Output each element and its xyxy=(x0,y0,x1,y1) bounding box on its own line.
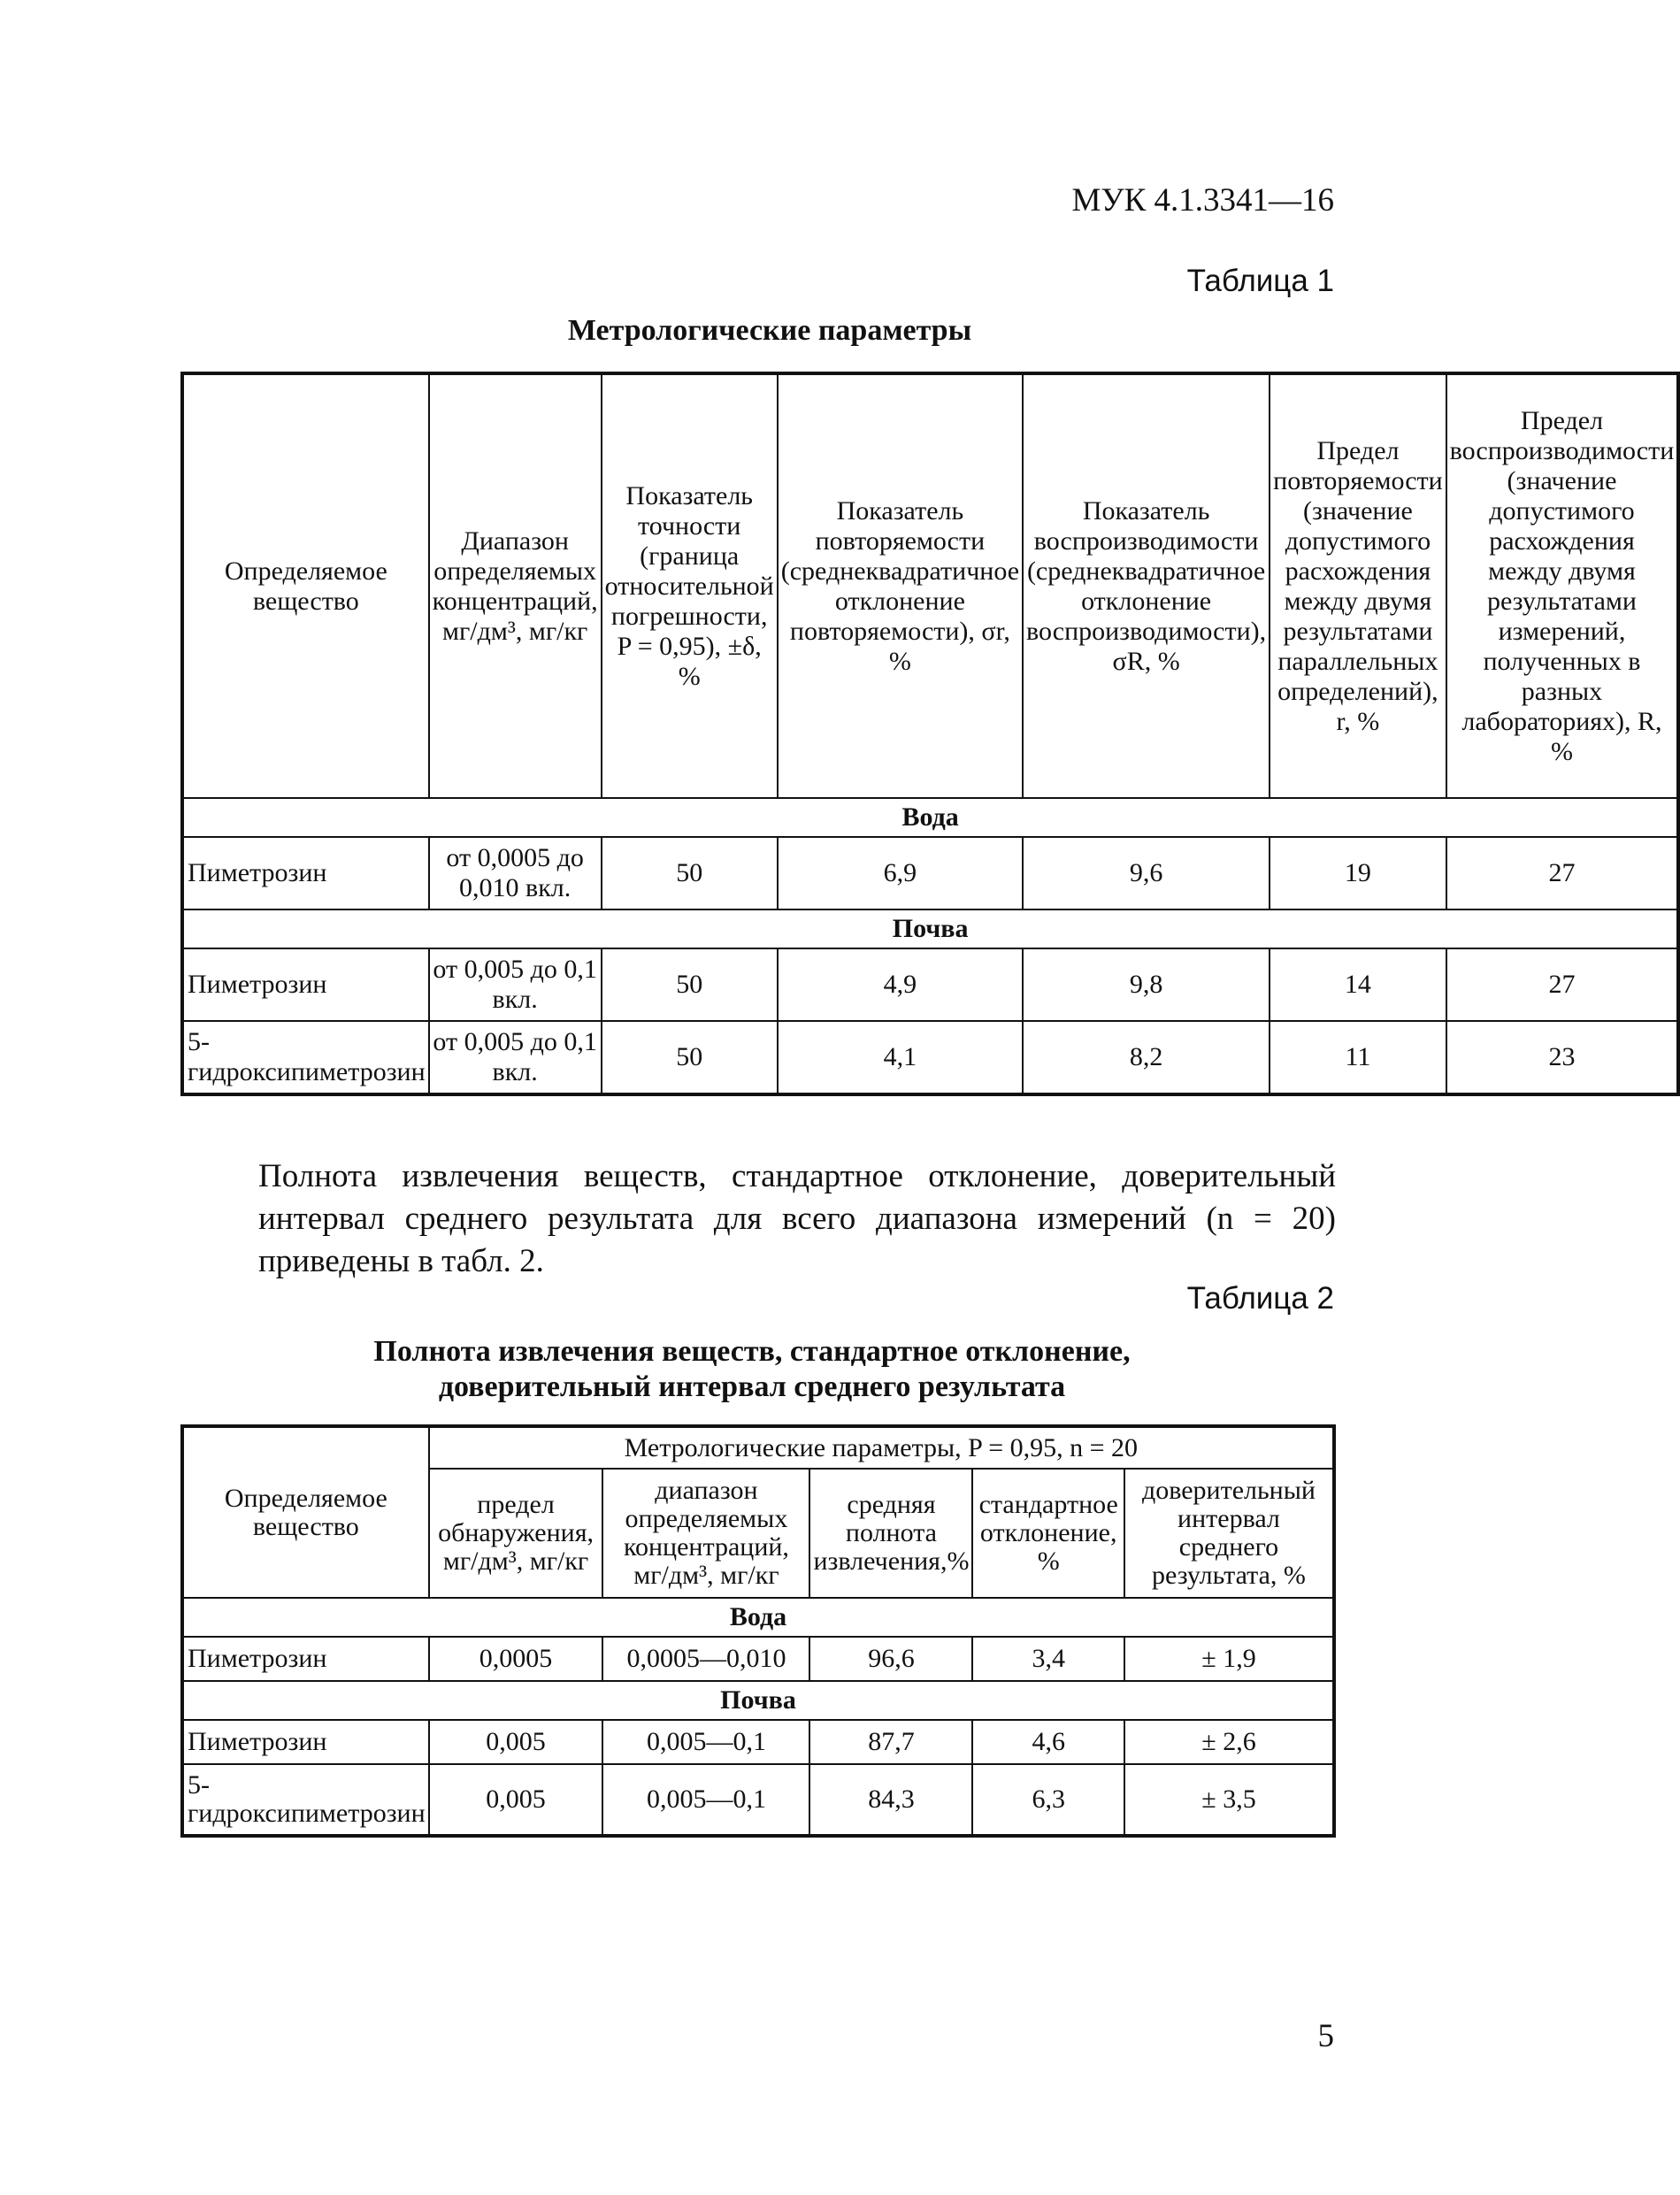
t1-col-repeatability: Показатель повторяемости (среднеквадратичное отклонение повторяемости), σr, % xyxy=(778,373,1023,798)
t2-cell-substance: Пиметрозин xyxy=(182,1637,429,1681)
t2-col-substance: Определяемое вещество xyxy=(182,1426,429,1598)
t2-cell-ci: ± 3,5 xyxy=(1124,1764,1334,1836)
table2-caption xyxy=(0,1334,1504,1405)
table-row xyxy=(182,1021,1678,1094)
t1-cell-r: 14 xyxy=(1270,948,1446,1021)
t1-cell-substance: Пиметрозин xyxy=(182,837,429,909)
t2-cell-recovery: 84,3 xyxy=(809,1764,972,1836)
t2-cell-substance: 5-гидроксипиметрозин xyxy=(182,1764,429,1836)
t1-cell-range: от 0,005 до 0,1 вкл. xyxy=(429,948,602,1021)
table-row xyxy=(182,1637,1334,1681)
t1-col-range: Диапазон определяемых концентраций, мг/дм³, мг/кг xyxy=(429,373,602,798)
t1-cell-sr: 4,1 xyxy=(778,1021,1023,1094)
t1-cell-sr: 4,9 xyxy=(778,948,1023,1021)
t2-cell-recovery: 96,6 xyxy=(809,1637,972,1681)
t2-group-header: Метрологические параметры, P = 0,95, n = 20 xyxy=(429,1426,1334,1469)
t2-cell-sd: 3,4 xyxy=(972,1637,1124,1681)
t1-cell-R: 23 xyxy=(1446,1021,1679,1094)
t2-col-range: диапазон определяемых концентраций, мг/дм³, мг/кг xyxy=(602,1469,809,1598)
t2-cell-sd: 6,3 xyxy=(972,1764,1124,1836)
table-row xyxy=(182,837,1678,909)
table-row xyxy=(182,1720,1334,1764)
t1-col-repeatability-limit: Предел повторяемости (значение допустимого расхождения между двумя результатами параллельных определений), r, % xyxy=(1270,373,1446,798)
t1-cell-range: от 0,0005 до 0,010 вкл. xyxy=(429,837,602,909)
table-row xyxy=(182,948,1678,1021)
t1-cell-sR: 9,6 xyxy=(1023,837,1270,909)
table2-label: Таблица 2 xyxy=(1186,1281,1334,1316)
recovery-table xyxy=(180,1424,1336,1838)
t1-col-reproducibility-limit: Предел воспроизводимости (значение допустимого расхождения между двумя результатами измерений, полученных в разных лабораториях), R, % xyxy=(1446,373,1679,798)
t1-cell-r: 19 xyxy=(1270,837,1446,909)
t2-cell-range: 0,0005—0,010 xyxy=(602,1637,809,1681)
t2-cell-ci: ± 1,9 xyxy=(1124,1637,1334,1681)
t1-cell-sR: 9,8 xyxy=(1023,948,1270,1021)
t2-cell-ci: ± 2,6 xyxy=(1124,1720,1334,1764)
t1-col-reproducibility: Показатель воспроизводимости (среднеквадратичное отклонение воспроизводимости), σR, % xyxy=(1023,373,1270,798)
t1-section-row xyxy=(182,909,1678,948)
t1-cell-substance: 5-гидроксипиметрозин xyxy=(182,1021,429,1094)
t2-section-water: Вода xyxy=(182,1598,1334,1637)
table-row xyxy=(182,1764,1334,1836)
t2-cell-sd: 4,6 xyxy=(972,1720,1124,1764)
t1-col-substance: Определяемое вещество xyxy=(182,373,429,798)
t1-cell-delta: 50 xyxy=(602,1021,778,1094)
t1-cell-range: от 0,005 до 0,1 вкл. xyxy=(429,1021,602,1094)
body-paragraph: Полнота извлечения веществ, стандартное отклонение, доверительный интервал среднего результата для всего диапазона измерений (n = 20) приведены в табл. 2. xyxy=(258,1158,1336,1279)
page-number: 5 xyxy=(1317,2018,1334,2054)
document-code: МУК 4.1.3341—16 xyxy=(1071,182,1334,219)
t2-col-recovery: средняя полнота извлечения,% xyxy=(809,1469,972,1598)
t2-section-row xyxy=(182,1681,1334,1720)
t2-cell-lod: 0,005 xyxy=(429,1764,603,1836)
t2-col-sd: стандартное отклонение, % xyxy=(972,1469,1124,1598)
table2-caption-line1: Полнота извлечения веществ, стандартное отклонение, xyxy=(373,1335,1131,1368)
t2-cell-substance: Пиметрозин xyxy=(182,1720,429,1764)
t2-section-soil: Почва xyxy=(182,1681,1334,1720)
table1-label: Таблица 1 xyxy=(1186,264,1334,298)
t1-cell-sR: 8,2 xyxy=(1023,1021,1270,1094)
t2-cell-range: 0,005—0,1 xyxy=(602,1720,809,1764)
t1-col-accuracy: Показатель точности (граница относительной погрешности, P = 0,95), ±δ, % xyxy=(602,373,778,798)
table1-header-row xyxy=(182,373,1678,798)
t2-section-row xyxy=(182,1598,1334,1637)
t2-cell-lod: 0,0005 xyxy=(429,1637,603,1681)
t1-section-water: Вода xyxy=(182,798,1678,837)
t2-col-ci: доверительный интервал среднего результата, % xyxy=(1124,1469,1334,1598)
t2-cell-range: 0,005—0,1 xyxy=(602,1764,809,1836)
t1-cell-delta: 50 xyxy=(602,948,778,1021)
table2-group-header-row xyxy=(182,1426,1334,1469)
table1-caption: Метрологические параметры xyxy=(567,314,972,347)
t1-section-row xyxy=(182,798,1678,837)
t1-cell-R: 27 xyxy=(1446,948,1679,1021)
t1-cell-delta: 50 xyxy=(602,837,778,909)
metrological-parameters-table xyxy=(180,372,1680,1096)
t1-cell-sr: 6,9 xyxy=(778,837,1023,909)
t1-cell-substance: Пиметрозин xyxy=(182,948,429,1021)
t2-cell-lod: 0,005 xyxy=(429,1720,603,1764)
t1-section-soil: Почва xyxy=(182,909,1678,948)
t1-cell-R: 27 xyxy=(1446,837,1679,909)
t1-cell-r: 11 xyxy=(1270,1021,1446,1094)
t2-cell-recovery: 87,7 xyxy=(809,1720,972,1764)
table2-caption-line2: доверительный интервал среднего результата xyxy=(438,1370,1066,1403)
t2-col-lod: предел обнаружения, мг/дм³, мг/кг xyxy=(429,1469,603,1598)
